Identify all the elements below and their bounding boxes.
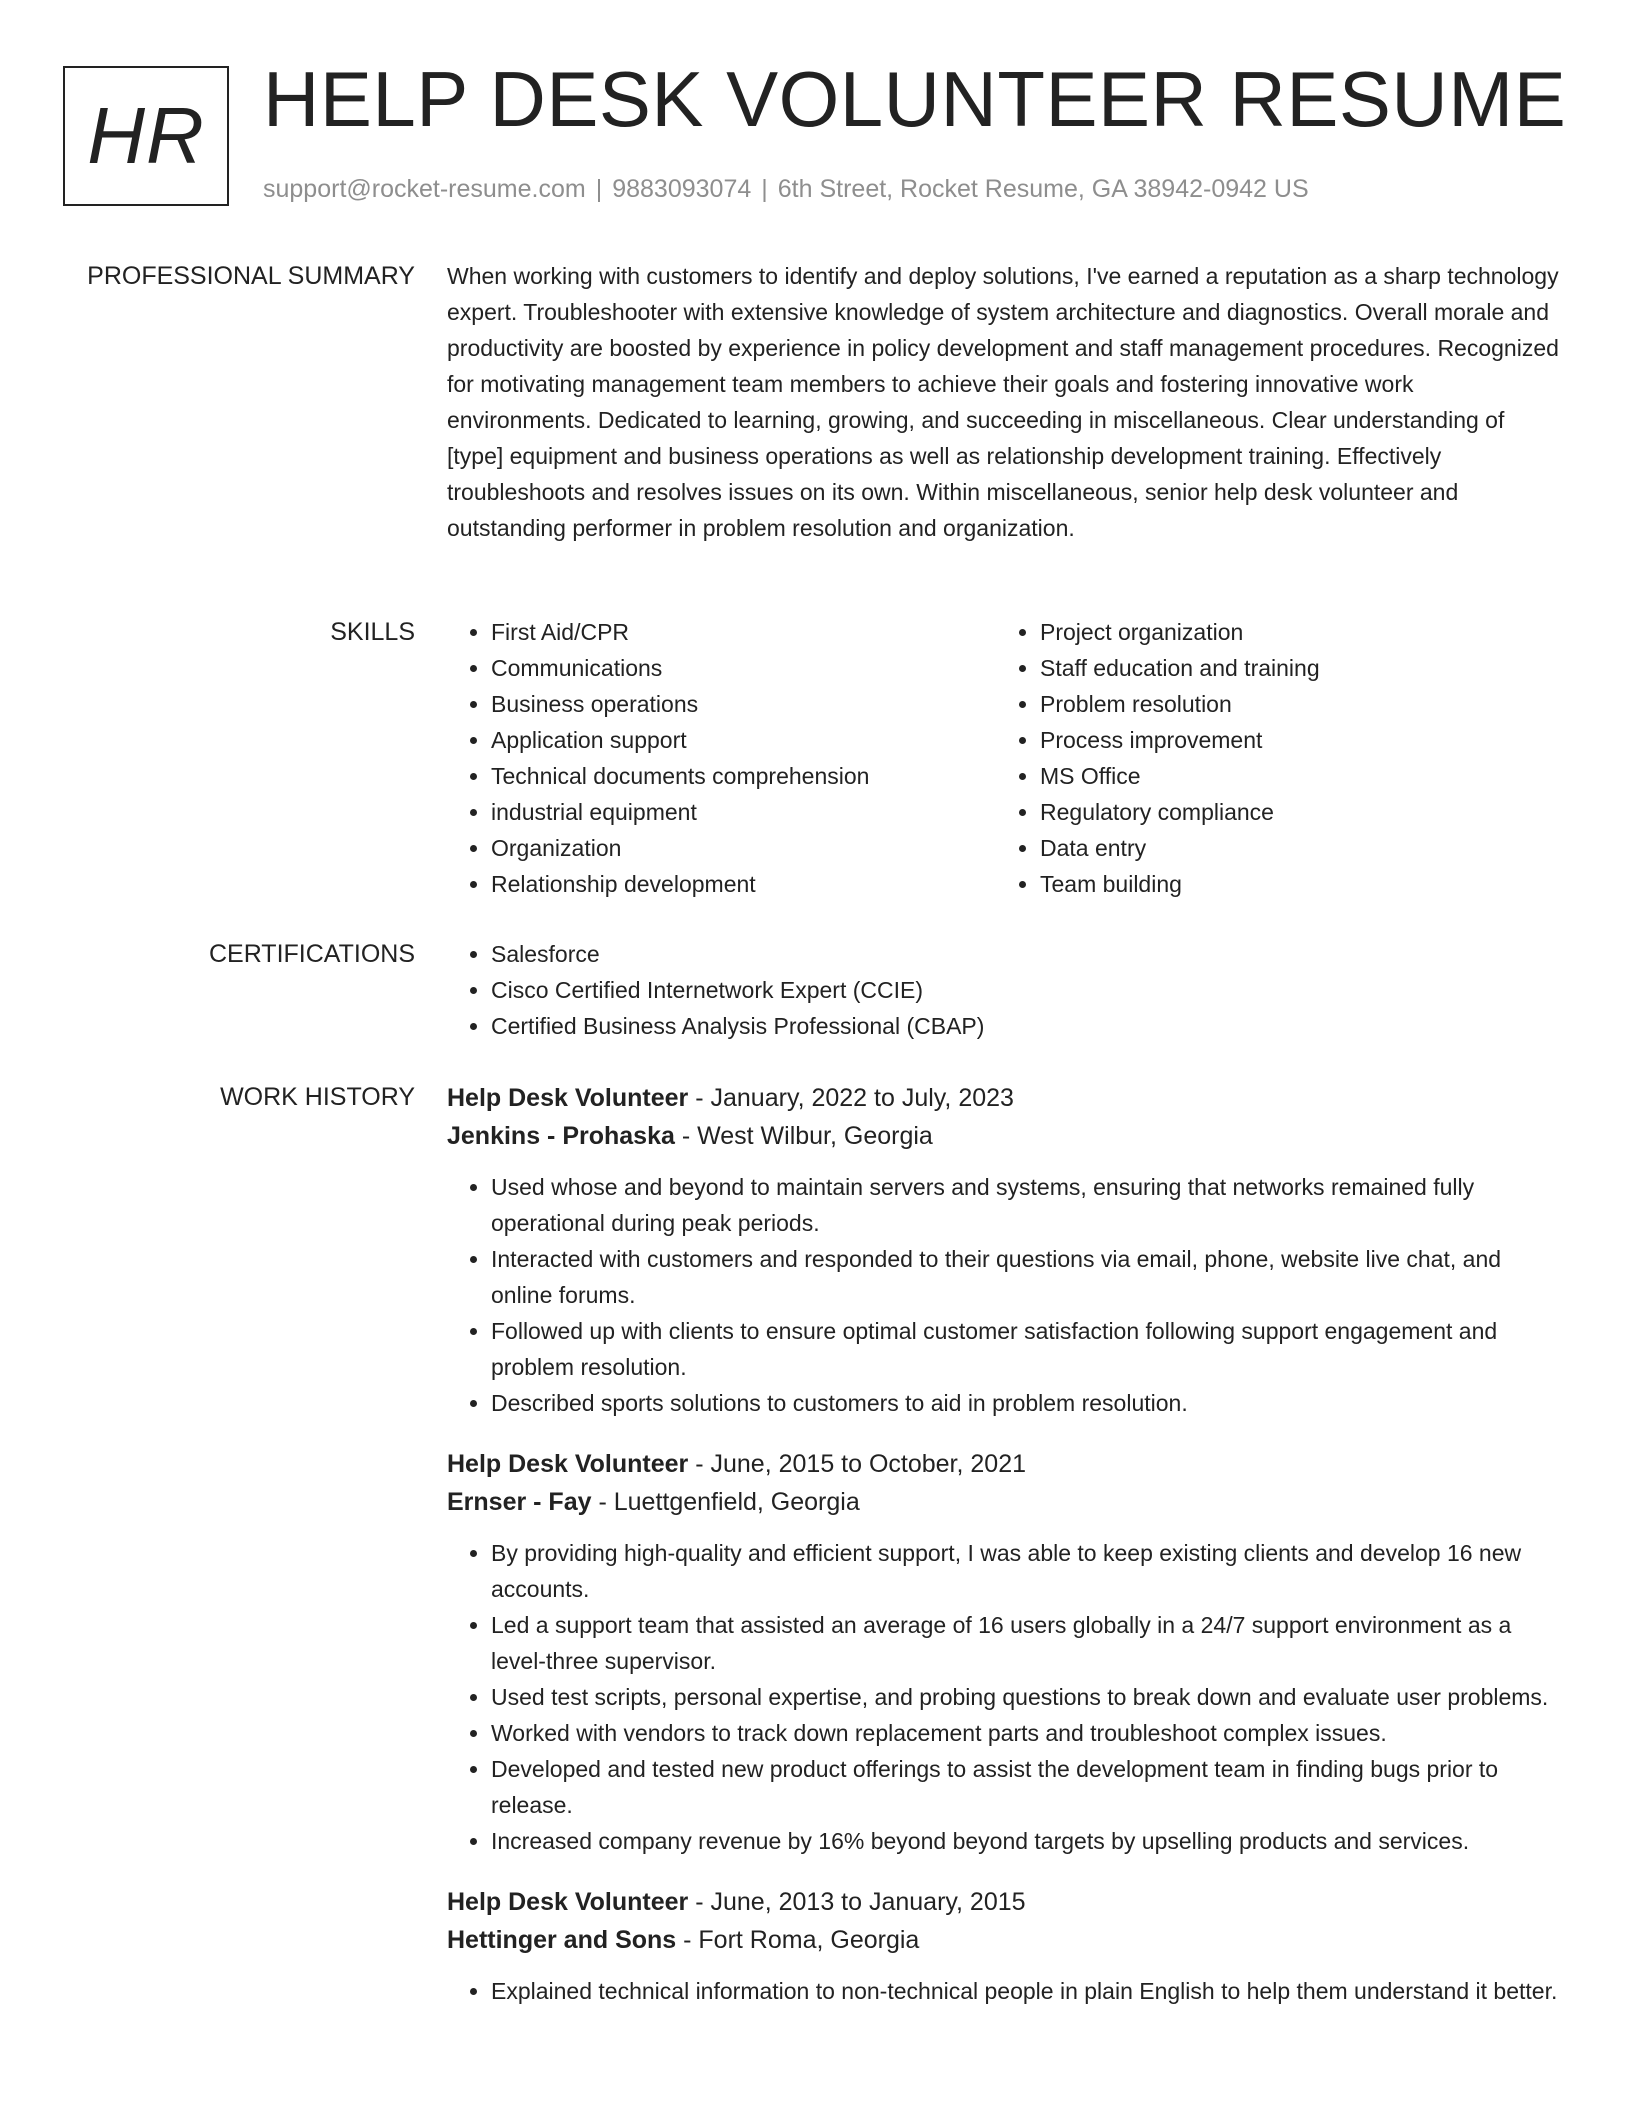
job-title: Help Desk Volunteer: [447, 1450, 689, 1478]
separator: |: [595, 175, 603, 203]
job-location: - West Wilbur, Georgia: [674, 1122, 933, 1150]
monogram: HR: [63, 66, 229, 206]
skill-item: • Organization: [491, 830, 996, 866]
skill-item: • MS Office: [1040, 758, 1545, 794]
job-location: - Fort Roma, Georgia: [676, 1926, 920, 1954]
skill-item: • Regulatory compliance: [1040, 794, 1545, 830]
section-label-summary: PROFESSIONAL SUMMARY: [87, 262, 415, 290]
job-entry: [447, 1883, 1562, 2009]
certification-item: • Salesforce: [491, 936, 1562, 972]
contact-line: [263, 175, 1309, 204]
skills-content: [447, 614, 1562, 902]
job-company: Ernser - Fay: [447, 1488, 592, 1516]
job-bullets: [447, 1973, 1562, 2009]
summary-text: When working with customers to identify and deploy solutions, I've earned a reputation as a sharp technology expert. Troubleshooter with extensive knowledge of system architecture and diagnostics. Overall morale and productivity are boosted by experience in policy development and staff management procedures. Recognized for motivating management team members to achieve their goals and fostering innovative work environments. Dedicated to learning, growing, and succeeding in miscellaneous. Clear understanding of [type] equipment and business operations as well as relationship development training. Effectively troubleshoots and resolves issues on its own. Within miscellaneous, senior help desk volunteer and outstanding performer in problem resolution and organization.: [447, 263, 1559, 541]
job-bullet: • Led a support team that assisted an average of 16 users globally in a 24/7 support environment as a level-three supervisor.: [491, 1607, 1562, 1679]
job-title-line: [447, 1883, 1562, 1921]
section-label-work: WORK HISTORY: [220, 1083, 415, 1111]
job-bullet: • Developed and tested new product offerings to assist the development team in finding bugs prior to release.: [491, 1751, 1562, 1823]
job-company-line: [447, 1117, 1562, 1155]
job-dates: - January, 2022 to July, 2023: [688, 1084, 1014, 1112]
job-title: Help Desk Volunteer: [447, 1084, 689, 1112]
job-location: - Luettgenfield, Georgia: [591, 1488, 860, 1516]
job-entry: [447, 1079, 1562, 1421]
skill-item: • Business operations: [491, 686, 996, 722]
job-bullets: [447, 1535, 1562, 1859]
certifications-list: [447, 936, 1562, 1044]
job-company-line: [447, 1921, 1562, 1959]
skills-list-left: [447, 614, 996, 902]
resume-title: HELP DESK VOLUNTEER RESUME: [263, 55, 1567, 143]
job-bullet: • Used test scripts, personal expertise, and probing questions to break down and evaluate user problems.: [491, 1679, 1562, 1715]
job-bullet: • Increased company revenue by 16% beyond beyond targets by upselling products and services.: [491, 1823, 1562, 1859]
job-bullet: • Used whose and beyond to maintain servers and systems, ensuring that networks remained fully operational during peak periods.: [491, 1169, 1562, 1241]
job-company-line: [447, 1483, 1562, 1521]
job-bullets: [447, 1169, 1562, 1421]
skill-item: • Application support: [491, 722, 996, 758]
section-label-skills: SKILLS: [330, 618, 415, 646]
certification-item: • Certified Business Analysis Professional (CBAP): [491, 1008, 1562, 1044]
job-bullet: • By providing high-quality and efficient support, I was able to keep existing clients and develop 16 new accounts.: [491, 1535, 1562, 1607]
skill-item: • Project organization: [1040, 614, 1545, 650]
job-company: Jenkins - Prohaska: [447, 1122, 675, 1150]
job-title-line: [447, 1445, 1562, 1483]
job-bullet: • Explained technical information to non-technical people in plain English to help them understand it better.: [491, 1973, 1562, 2009]
job-title: Help Desk Volunteer: [447, 1888, 689, 1916]
separator: |: [761, 175, 768, 203]
skill-item: • Team building: [1040, 866, 1545, 902]
skill-item: • Technical documents comprehension: [491, 758, 996, 794]
job-bullet: • Interacted with customers and responded to their questions via email, phone, website live chat, and online forums.: [491, 1241, 1562, 1313]
skills-list-right: [996, 614, 1545, 902]
section-label-certifications: CERTIFICATIONS: [208, 940, 415, 968]
job-dates: - June, 2013 to January, 2015: [688, 1888, 1026, 1916]
job-entry: [447, 1445, 1562, 1859]
skill-item: • Problem resolution: [1040, 686, 1545, 722]
address: 6th Street, Rocket Resume, GA 38942-0942 US: [777, 175, 1309, 203]
job-bullet: • Worked with vendors to track down replacement parts and troubleshoot complex issues.: [491, 1715, 1562, 1751]
skill-item: • First Aid/CPR: [491, 614, 996, 650]
phone: 9883093074: [612, 175, 752, 203]
certifications-content: [447, 936, 1562, 1044]
work-content: [447, 1079, 1562, 2033]
job-bullet: • Followed up with clients to ensure optimal customer satisfaction following support engagement and problem resolution.: [491, 1313, 1562, 1385]
skill-item: • Communications: [491, 650, 996, 686]
skill-item: • Relationship development: [491, 866, 996, 902]
skill-item: • Process improvement: [1040, 722, 1545, 758]
email: support@rocket-resume.com: [263, 175, 586, 203]
job-title-line: [447, 1079, 1562, 1117]
skill-item: • Staff education and training: [1040, 650, 1545, 686]
certification-item: • Cisco Certified Internetwork Expert (CCIE): [491, 972, 1562, 1008]
job-dates: - June, 2015 to October, 2021: [688, 1450, 1027, 1478]
skill-item: • industrial equipment: [491, 794, 996, 830]
summary-content: [447, 258, 1562, 546]
skill-item: • Data entry: [1040, 830, 1545, 866]
job-company: Hettinger and Sons: [447, 1926, 677, 1954]
job-bullet: • Described sports solutions to customers to aid in problem resolution.: [491, 1385, 1562, 1421]
